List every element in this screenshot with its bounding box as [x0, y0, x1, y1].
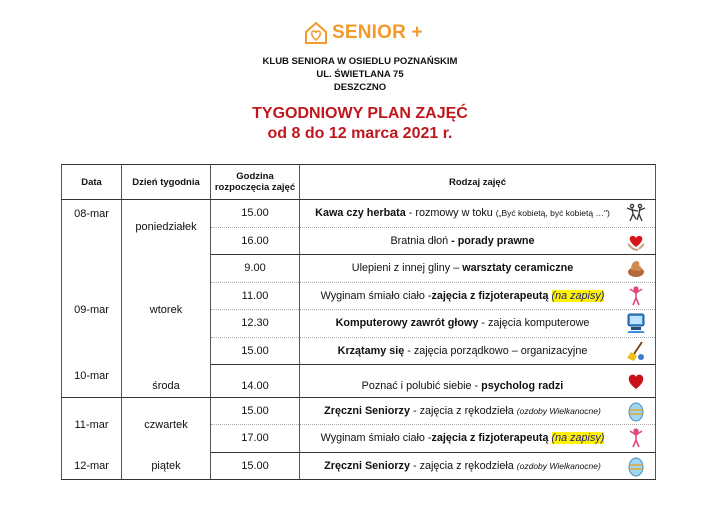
org-name: KLUB SENIORA W OSIEDLU POZNAŃSKIM — [262, 56, 458, 67]
heart-icon — [625, 370, 647, 392]
time-cell: 15.00 — [211, 452, 300, 480]
dancers-icon — [625, 202, 647, 224]
time-cell: 12.30 — [211, 310, 300, 338]
page-title: TYGODNIOWY PLAN ZAJĘĆ — [252, 105, 468, 122]
weekday-cell: poniedziałek — [122, 200, 211, 255]
clay-pot-icon — [625, 257, 647, 279]
date-cell: 09-mar — [62, 255, 122, 365]
table-row — [62, 452, 656, 480]
time-cell: 17.00 — [211, 425, 300, 453]
table-row — [62, 255, 656, 283]
weekday-cell: środa — [122, 365, 211, 398]
easter-egg-icon — [625, 455, 647, 477]
weekday-cell: czwartek — [122, 397, 211, 452]
time-cell: 15.00 — [211, 200, 300, 228]
org-street: UL. ŚWIETLANA 75 — [316, 69, 404, 80]
gymnast-icon — [625, 285, 647, 307]
time-cell: 15.00 — [211, 397, 300, 425]
table-row — [62, 200, 656, 228]
table-row — [62, 365, 656, 398]
activity-cell: Kawa czy herbata - rozmowy w toku („Być kobietą, być kobietą …") — [300, 200, 656, 228]
time-cell: 14.00 — [211, 365, 300, 398]
activity-cell: Wyginam śmiało ciało -zajęcia z fizjoterapeutą (na zapisy) — [300, 282, 656, 310]
activity-cell: Zręczni Seniorzy - zajęcia z rękodzieła (ozdoby Wielkanocne) — [300, 452, 656, 480]
gymnast-icon — [625, 427, 647, 449]
activity-cell: Poznać i polubić siebie - psycholog radzi — [300, 365, 656, 398]
activity-cell: Komputerowy zawrót głowy - zajęcia komputerowe — [300, 310, 656, 338]
schedule-table — [61, 164, 656, 480]
page-subtitle: od 8 do 12 marca 2021 r. — [267, 125, 453, 142]
header-date: Data — [62, 165, 122, 200]
time-cell: 11.00 — [211, 282, 300, 310]
activity-cell: Zręczni Seniorzy - zajęcia z rękodzieła (ozdoby Wielkanocne) — [300, 397, 656, 425]
header-weekday: Dzień tygodnia — [122, 165, 211, 200]
org-city: DESZCZNO — [333, 82, 387, 93]
easter-egg-icon — [625, 400, 647, 422]
activity-cell: Wyginam śmiało ciało -zajęcia z fizjoterapeutą (na zapisy) — [300, 425, 656, 453]
activity-cell: Bratnia dłoń - porady prawne — [300, 227, 656, 255]
header-time: Godzina rozpoczęcia zajęć — [211, 165, 300, 200]
table-row — [62, 397, 656, 425]
logo — [303, 18, 423, 48]
heart-hands-icon — [625, 230, 647, 252]
header-activity: Rodzaj zajęć — [300, 165, 656, 200]
logo-text: SENIOR + — [332, 22, 423, 43]
date-cell: 10-mar — [62, 365, 122, 398]
time-cell: 16.00 — [211, 227, 300, 255]
date-cell: 11-mar — [62, 397, 122, 452]
date-cell: 08-mar — [62, 200, 122, 255]
weekday-cell: wtorek — [122, 255, 211, 365]
weekday-cell: piątek — [122, 452, 211, 480]
time-cell: 15.00 — [211, 337, 300, 365]
activity-cell: Ulepieni z innej gliny – warsztaty ceramiczne — [300, 255, 656, 283]
time-cell: 9.00 — [211, 255, 300, 283]
computer-icon — [625, 312, 647, 334]
table-header-row — [62, 165, 656, 200]
activity-cell: Krzątamy się - zajęcia porządkowo – organizacyjne — [300, 337, 656, 365]
house-heart-icon — [303, 20, 329, 46]
date-cell: 12-mar — [62, 452, 122, 480]
broom-icon — [625, 340, 647, 362]
